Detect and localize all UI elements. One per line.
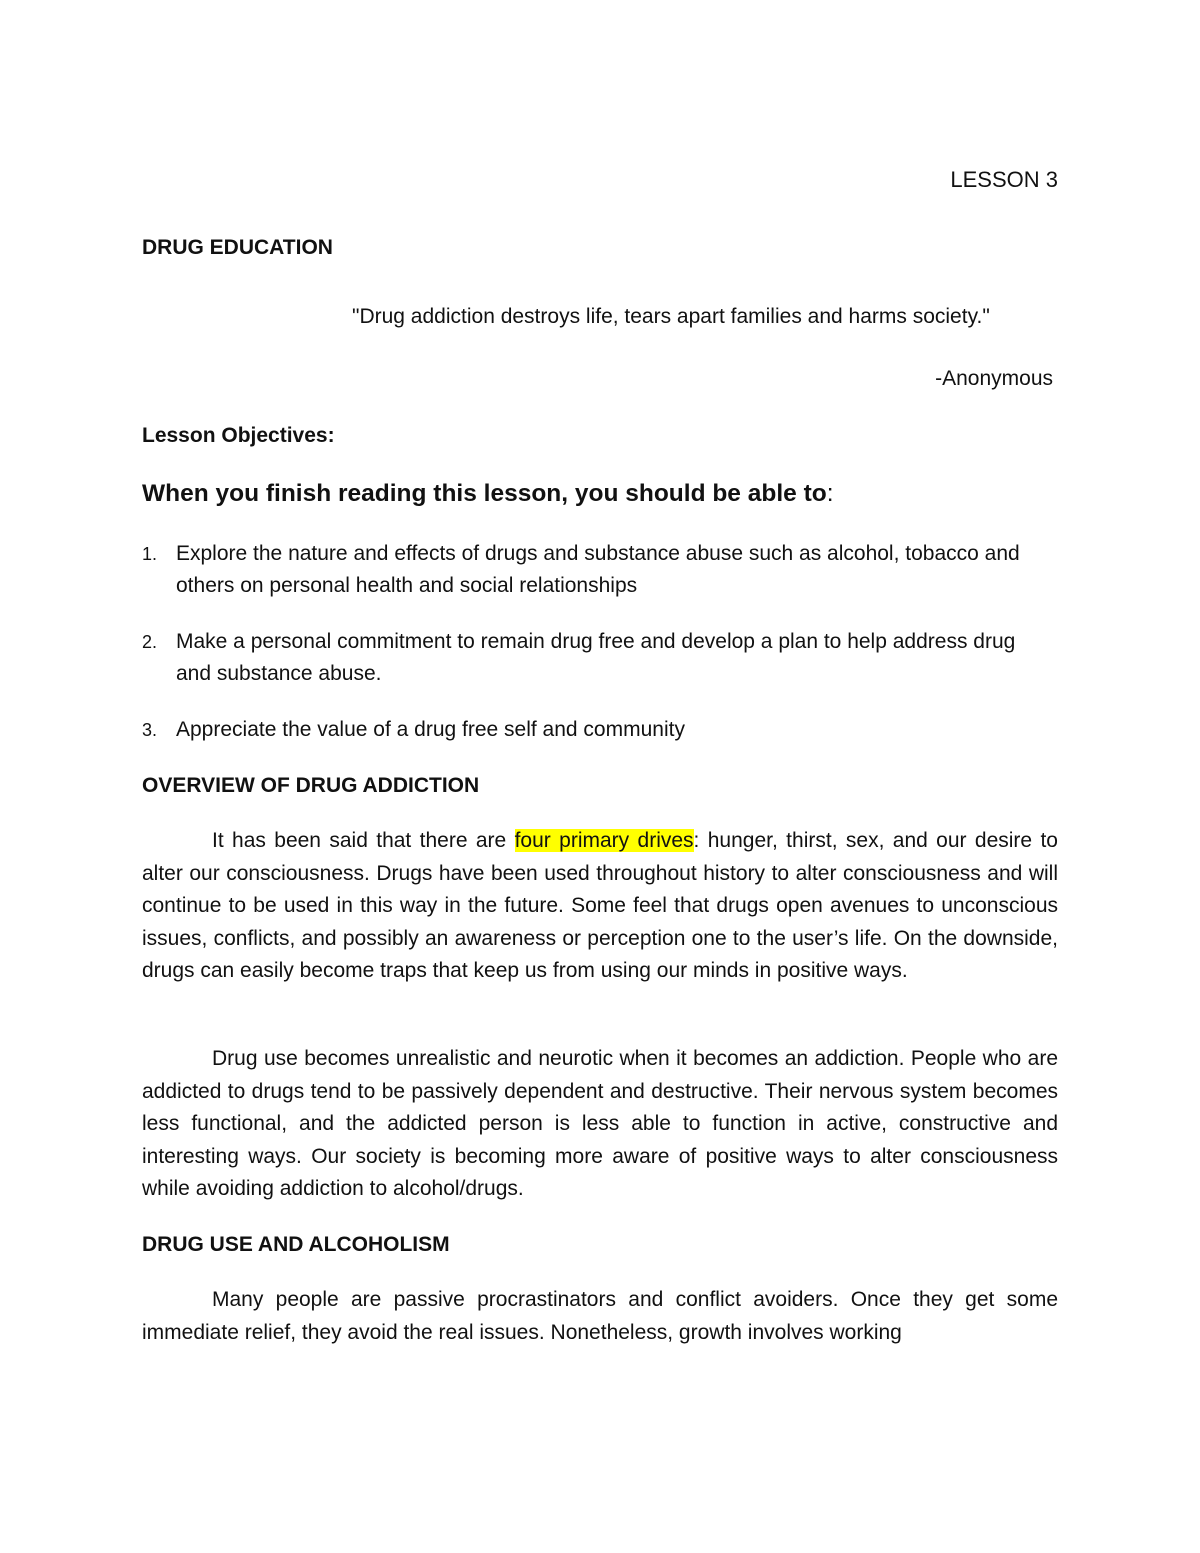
- alcoholism-paragraph-1: Many people are passive procrastinators and conflict avoiders. Once they get some immediate relief, they avoid the real issues. Nonetheless, growth involves working: [142, 1288, 1058, 1344]
- overview-p1-after: : hunger, thirst, sex, and our desire to alter our consciousness. Drugs have been used throughout history to alter consciousness and will continue to be used in this way in the future. Some feel that drugs open avenues to unconscious issues, conflicts, and possibly an awareness or perception one to the user’s life. On the downside, drugs can easily become traps that keep us from using our minds in positive ways.: [142, 829, 1058, 982]
- list-item-text: Make a personal commitment to remain drug free and develop a plan to help address drug and substance abuse.: [176, 630, 1016, 685]
- alcoholism-heading: DRUG USE AND ALCOHOLISM: [142, 1233, 450, 1256]
- list-item: [142, 714, 1042, 746]
- quote-attribution: -Anonymous: [935, 367, 1053, 390]
- epigraph-quote: "Drug addiction destroys life, tears apart families and harms society.": [352, 305, 990, 328]
- objectives-intro-colon: :: [826, 480, 834, 507]
- objectives-heading: Lesson Objectives:: [142, 424, 335, 447]
- objectives-intro-text: When you finish reading this lesson, you should be able to: [142, 480, 827, 507]
- list-item-number: 1.: [142, 544, 158, 564]
- objectives-intro: [142, 478, 834, 510]
- list-item: [142, 538, 1042, 602]
- lesson-number: LESSON 3: [950, 167, 1058, 192]
- list-item-text: Appreciate the value of a drug free self and community: [176, 718, 685, 741]
- list-item-number: 2.: [142, 632, 158, 652]
- highlighted-text: four primary drives: [514, 829, 694, 852]
- document-title: DRUG EDUCATION: [142, 236, 333, 259]
- objectives-list: [142, 538, 1042, 770]
- list-item-text: Explore the nature and effects of drugs and substance abuse such as alcohol, tobacco and others on personal health and social relationships: [176, 542, 1020, 597]
- overview-p1-before: It has been said that there are: [212, 829, 515, 852]
- overview-heading: OVERVIEW OF DRUG ADDICTION: [142, 774, 480, 797]
- list-item-number: 3.: [142, 720, 158, 740]
- list-item: [142, 626, 1042, 690]
- overview-paragraph-2: Drug use becomes unrealistic and neurotic when it becomes an addiction. People who are addicted to drugs tend to be passively dependent and destructive. Their nervous system becomes less functional, and the addicted person is less able to function in active, constructive and interesting ways. Our society is becoming more aware of positive ways to alter consciousness while avoiding addiction to alcohol/drugs.: [142, 1047, 1058, 1200]
- overview-paragraph-1: [142, 825, 1058, 988]
